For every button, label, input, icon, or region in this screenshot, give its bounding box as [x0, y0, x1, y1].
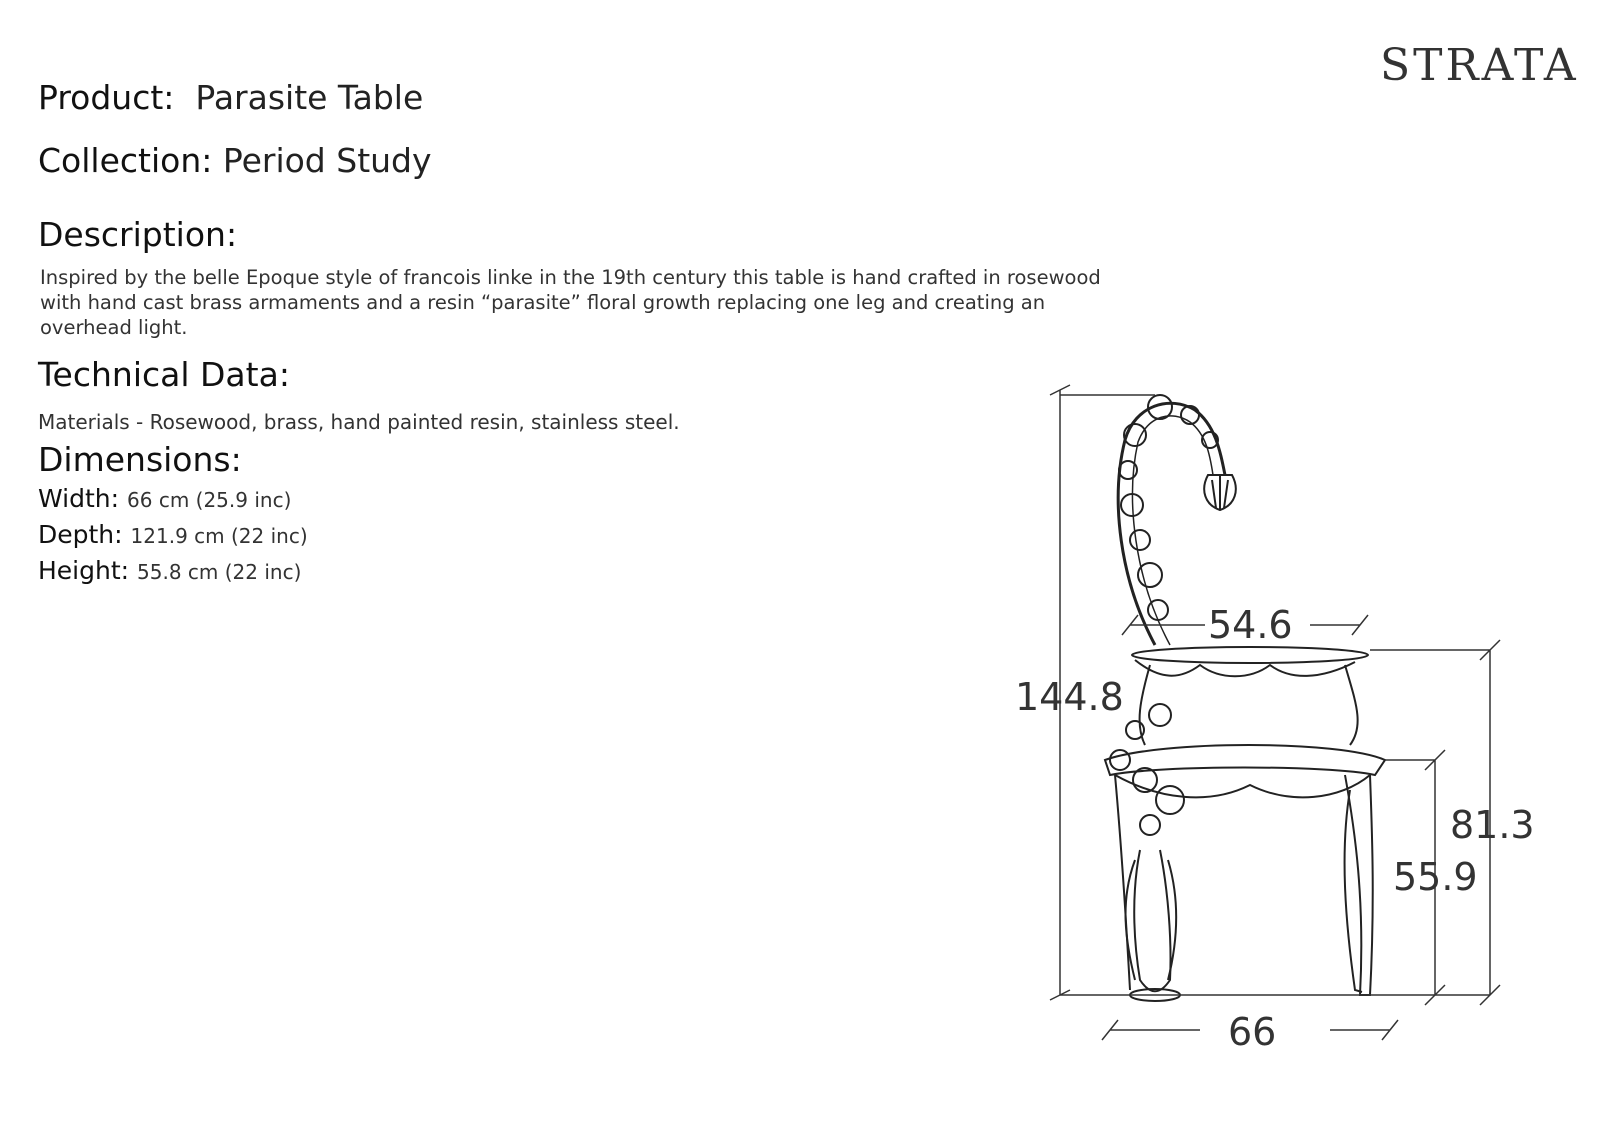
technical-heading: Technical Data:: [38, 355, 290, 394]
collection-line: [38, 141, 432, 180]
main-table-top: [1105, 745, 1385, 775]
dimension-depth: [38, 520, 308, 549]
width-label: Width:: [38, 484, 120, 513]
dimension-width: [38, 484, 291, 513]
product-label: Product:: [38, 78, 175, 117]
dim-base-width: 66: [1228, 1010, 1277, 1054]
dim-table-height: 55.9: [1393, 855, 1478, 899]
materials-text: Materials - Rosewood, brass, hand painted resin, stainless steel.: [38, 410, 680, 434]
table-illustration: [1105, 395, 1385, 1001]
dimension-height: [38, 556, 301, 585]
dim-total-height: 144.8: [1015, 675, 1124, 719]
table-technical-drawing: [1010, 380, 1570, 1100]
brand-logo: STRATA: [1380, 40, 1579, 91]
height-value: 55.8 cm (22 inc): [137, 560, 302, 584]
description-heading: Description:: [38, 215, 238, 254]
right-leg: [1345, 775, 1373, 995]
dim-upper-height: 81.3: [1450, 803, 1535, 847]
product-line: [38, 78, 423, 117]
top-tier: [1132, 647, 1368, 663]
dim-top-tier-width: 54.6: [1208, 603, 1293, 647]
description-text: Inspired by the belle Epoque style of francois linke in the 19th century this table is hand crafted in rosewood with hand cast brass armaments and a resin “parasite” floral growth replacing one leg and creating an overhead light.: [40, 266, 1101, 339]
width-value: 66 cm (25.9 inc): [127, 488, 292, 512]
depth-value: 121.9 cm (22 inc): [130, 524, 308, 548]
parasite-leg: [1134, 850, 1170, 991]
product-name: Parasite Table: [195, 78, 424, 117]
collection-name: Period Study: [222, 141, 432, 180]
dimensions-heading: Dimensions:: [38, 440, 242, 479]
collection-label: Collection:: [38, 141, 213, 180]
height-label: Height:: [38, 556, 130, 585]
depth-label: Depth:: [38, 520, 123, 549]
